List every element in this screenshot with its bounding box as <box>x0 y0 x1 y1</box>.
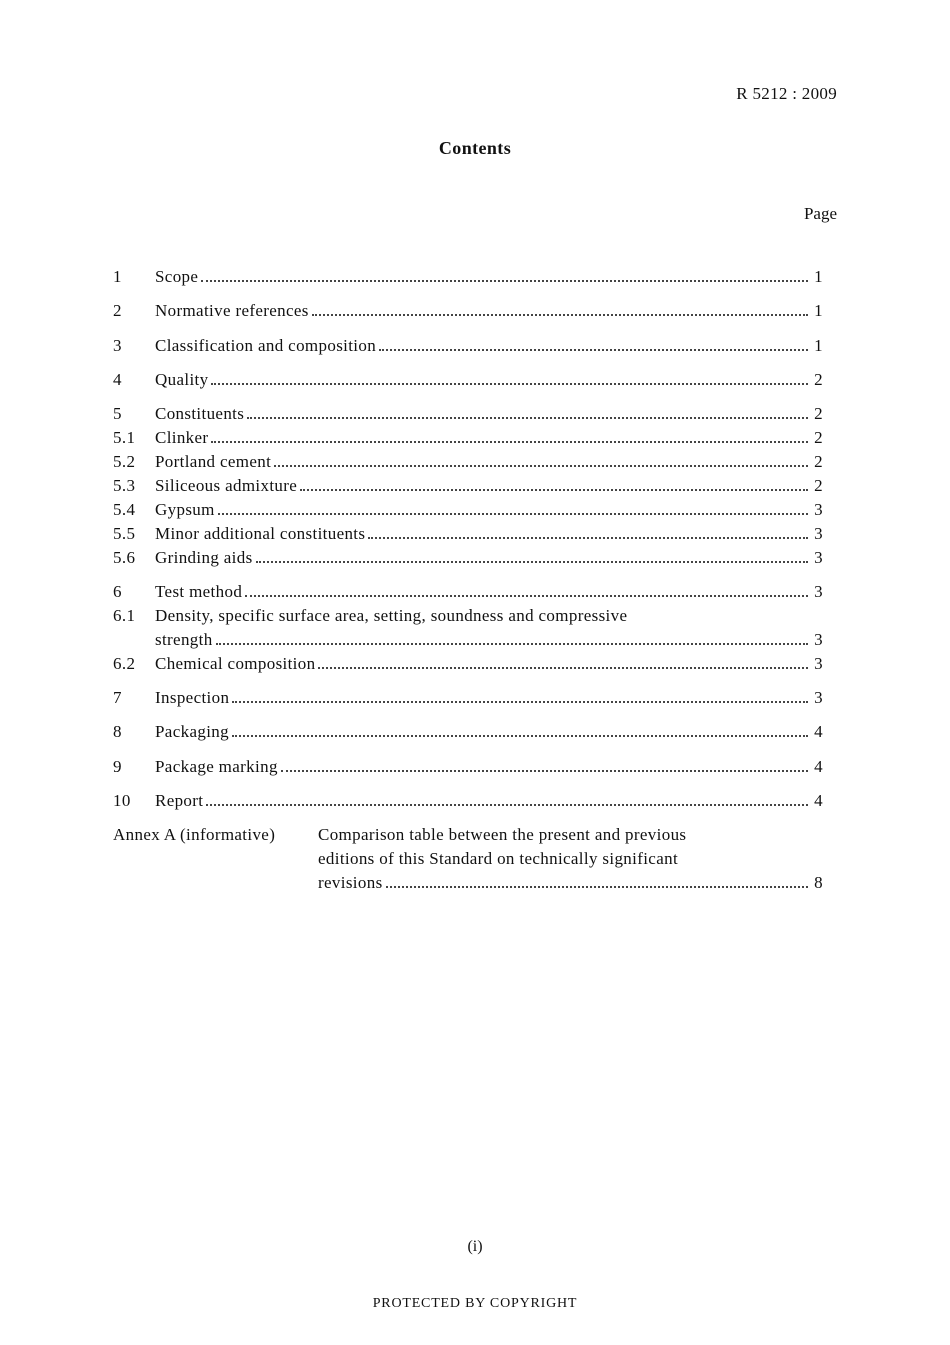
toc-label: Density, specific surface area, setting, soundness and compressive <box>155 606 628 625</box>
copyright-notice: PROTECTED BY COPYRIGHT <box>372 1296 578 1311</box>
toc-number: 9 <box>113 757 122 776</box>
toc-number: 5.2 <box>113 452 136 471</box>
toc-entry-9 <box>113 755 823 779</box>
toc-label: Siliceous admixture <box>155 476 298 495</box>
toc-page: 1 <box>814 301 823 320</box>
toc-entry-1 <box>113 265 823 289</box>
toc-page: 2 <box>814 404 823 423</box>
toc-entry-8 <box>113 720 823 744</box>
toc-page: 3 <box>814 688 823 707</box>
toc-label: Inspection <box>155 688 230 707</box>
leader-dots <box>211 440 808 443</box>
toc-label-continued: strength <box>155 630 213 649</box>
toc-label: Packaging <box>155 722 229 741</box>
toc-page: 3 <box>814 548 823 567</box>
toc-number: 7 <box>113 688 122 707</box>
toc-number: 5 <box>113 404 122 423</box>
toc-label: Grinding aids <box>155 548 253 567</box>
page-title: Contents <box>438 138 512 158</box>
toc-page: 1 <box>814 267 823 286</box>
annex-title-line-2: editions of this Standard on technically significant <box>318 849 679 868</box>
leader-dots <box>201 279 808 282</box>
leader-dots <box>218 512 808 515</box>
toc-number: 6.1 <box>113 606 136 625</box>
toc-entry-5-4 <box>113 498 823 522</box>
leader-dots <box>312 313 808 316</box>
leader-dots <box>318 666 808 669</box>
toc-entry-5-5 <box>113 522 823 546</box>
toc-number: 4 <box>113 370 122 389</box>
leader-dots <box>247 416 808 419</box>
page-column-heading: Page <box>803 204 837 223</box>
toc-page: 3 <box>814 500 823 519</box>
toc-label: Clinker <box>155 428 209 447</box>
annex-title-line-3 <box>318 871 823 895</box>
leader-dots <box>232 700 808 703</box>
toc-label: Minor additional constituents <box>155 524 366 543</box>
leader-dots <box>256 560 808 563</box>
toc-label: Chemical composition <box>155 654 316 673</box>
toc-number: 5.5 <box>113 524 136 543</box>
toc-label: Scope <box>155 267 199 286</box>
leader-dots <box>300 488 808 491</box>
leader-dots <box>379 348 808 351</box>
leader-dots <box>386 885 808 888</box>
toc-entry-6-2 <box>113 652 823 676</box>
toc-entry-6-1 <box>113 604 823 628</box>
toc-page: 3 <box>814 630 823 649</box>
annex-page: 8 <box>814 873 823 892</box>
toc-page: 2 <box>814 370 823 389</box>
toc-number: 5.3 <box>113 476 136 495</box>
toc-entry-7 <box>113 686 823 710</box>
toc-page: 2 <box>814 476 823 495</box>
toc-number: 3 <box>113 336 122 355</box>
toc-entry-2 <box>113 299 823 323</box>
leader-dots <box>274 464 808 467</box>
toc-label: Normative references <box>155 301 309 320</box>
toc-page: 2 <box>814 452 823 471</box>
toc-entry-4 <box>113 368 823 392</box>
toc-page: 3 <box>814 524 823 543</box>
toc-entry-6 <box>113 580 823 604</box>
toc-number: 2 <box>113 301 122 320</box>
leader-dots <box>245 594 808 597</box>
leader-dots <box>368 536 808 539</box>
leader-dots <box>211 382 808 385</box>
toc-entry-6-1-continued <box>113 628 823 652</box>
toc-number: 1 <box>113 267 122 286</box>
toc-page: 3 <box>814 582 823 601</box>
toc-label: Package marking <box>155 757 278 776</box>
toc-page: 2 <box>814 428 823 447</box>
annex-title-line-1: Comparison table between the present and previous <box>318 825 687 844</box>
footer-page-number: (i) <box>467 1238 483 1255</box>
leader-dots <box>232 734 808 737</box>
toc-label: Portland cement <box>155 452 272 471</box>
toc-entry-5 <box>113 402 823 426</box>
toc-number: 10 <box>113 791 131 810</box>
leader-dots <box>281 769 808 772</box>
toc-page: 3 <box>814 654 823 673</box>
toc-label: Classification and composition <box>155 336 377 355</box>
toc-label: Constituents <box>155 404 245 423</box>
toc-entry-3 <box>113 334 823 358</box>
annex-label: Annex A (informative) <box>113 825 276 844</box>
toc-page: 4 <box>814 722 823 741</box>
toc-page: 1 <box>814 336 823 355</box>
standard-id: R 5212 : 2009 <box>736 84 837 103</box>
toc-label: Quality <box>155 370 209 389</box>
toc-page: 4 <box>814 757 823 776</box>
toc-entry-10 <box>113 789 823 813</box>
toc-page: 4 <box>814 791 823 810</box>
toc-number: 6 <box>113 582 122 601</box>
annex-title-line-3-text: revisions <box>318 873 383 892</box>
leader-dots <box>206 803 808 806</box>
toc-number: 5.1 <box>113 428 136 447</box>
leader-dots <box>216 642 808 645</box>
toc-label: Report <box>155 791 204 810</box>
toc-number: 5.4 <box>113 500 136 519</box>
toc-number: 6.2 <box>113 654 136 673</box>
toc-label: Gypsum <box>155 500 215 519</box>
toc-number: 5.6 <box>113 548 136 567</box>
toc-number: 8 <box>113 722 122 741</box>
toc-entry-5-2 <box>113 450 823 474</box>
toc-entry-5-1 <box>113 426 823 450</box>
toc-entry-5-3 <box>113 474 823 498</box>
toc-label: Test method <box>155 582 243 601</box>
toc-entry-5-6 <box>113 546 823 570</box>
